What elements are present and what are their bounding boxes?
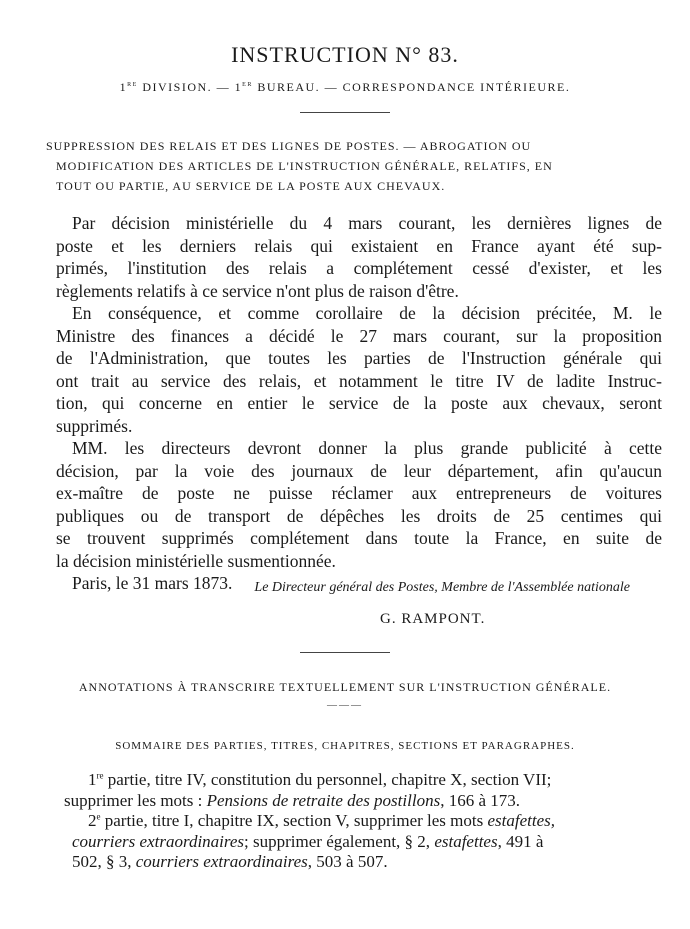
body-line: En conséquence, et comme corollaire de la décision précitée, M. le [72,303,662,323]
subject-line: MODIFICATION DES ARTICLES DE L'INSTRUCTION GÉNÉRALE, RELATIFS, EN [56,159,553,173]
note-text: , 166 à 173. [440,790,520,810]
note-number: 2 [88,811,97,830]
note-italic: courriers extraordinaires [135,852,308,871]
note-line [72,770,652,791]
note-text: partie, titre IV, constitution du personnel, chapitre X, section VII; [103,770,552,789]
body-line: de l'Administration, que toutes les parties de l'Instruction générale qui [56,348,662,368]
annotations-title: ANNOTATIONS À TRANSCRIRE TEXTUELLEMENT SUR L'INSTRUCTION GÉNÉRALE. [78,680,612,694]
divider-rule [300,652,390,653]
note-text: partie, titre I, chapitre IX, section V, supprimer les mots [100,811,488,830]
division-word: DIVISION. — [137,80,235,94]
body-line: ex-maître de poste ne puisse réclamer aux entrepreneurs de voitures [56,483,662,503]
body-line: Par décision ministérielle du 4 mars courant, les dernières lignes de [72,213,662,233]
note-text: , 503 à 507. [307,852,388,871]
note-text: supprimer les mots : [64,790,207,810]
note-italic: estafettes, [487,811,555,830]
note-line [72,811,652,832]
division-number: 1 [119,80,128,94]
bureau-text: BUREAU. — CORRESPONDANCE INTÉRIEURE. [252,80,571,94]
instruction-title: INSTRUCTION N° 83. [231,42,459,67]
note-number: 1 [88,770,97,789]
body-line: supprimés. [56,415,133,436]
division-sup: re [127,78,138,88]
note-italic: courriers extraordinaires [72,831,245,851]
body-line: règlements relatifs à ce service n'ont plus de raison d'être. [56,280,459,301]
note-text: 502, § 3, [72,852,136,871]
body-line: se trouvent supprimés complétement dans toute la France, en suite de [56,528,662,548]
note-line [64,791,652,812]
divider-rule [300,112,390,113]
body-line: tion, qui concerne en entier le service de la poste aux chevaux, seront [56,393,662,413]
body-line: MM. les directeurs devront donner la plus grande publicité à cette [72,438,662,458]
signatory-name: G. RAMPONT. [380,611,486,627]
ornament-rule: ——— [327,700,363,711]
subject-line: SUPPRESSION DES RELAIS ET DES LIGNES DE POSTES. — ABROGATION OU [46,139,532,153]
note-sup: e [96,811,101,822]
subject-line: TOUT OU PARTIE, AU SERVICE DE LA POSTE AUX CHEVAUX. [56,179,446,193]
note-italic: Pensions de retraite des postillons [206,790,441,810]
body-text [56,212,662,595]
note-line [72,832,652,853]
body-line: publiques ou de transport de dépêches les droits de 25 centimes qui [56,505,662,526]
note-text: ; supprimer également, § 2, [244,831,435,851]
body-line: décision, par la voie des journaux de leur département, afin qu'aucun [56,460,662,481]
note-line [72,852,652,873]
note-sup: re [96,770,104,781]
annotation-notes [64,770,652,873]
subject-block [46,136,656,196]
body-line: poste et les derniers relais qui existaient en France ayant été sup- [56,235,662,256]
date-line: Paris, le 31 mars 1873. [72,573,233,593]
division-line [0,80,690,95]
note-text: , 491 à [497,831,544,851]
body-line: la décision ministérielle susmentionnée. [56,550,336,571]
bureau-number: 1 [234,80,243,94]
signatory-role: Le Directeur général des Postes, Membre de l'Assemblée nationale [254,580,630,595]
body-line: primés, l'institution des relais a complétement cessé d'exister, et les [56,258,662,278]
body-line: ont trait au service des relais, et notamment le titre IV de ladite Instruc- [56,370,662,391]
body-line: Ministre des finances a décidé le 27 mars courant, sur la proposition [56,325,662,346]
bureau-sup: er [242,78,253,88]
note-italic: estafettes [434,831,498,851]
sommaire-title: SOMMAIRE DES PARTIES, TITRES, CHAPITRES, SECTIONS ET PARAGRAPHES. [115,740,575,752]
